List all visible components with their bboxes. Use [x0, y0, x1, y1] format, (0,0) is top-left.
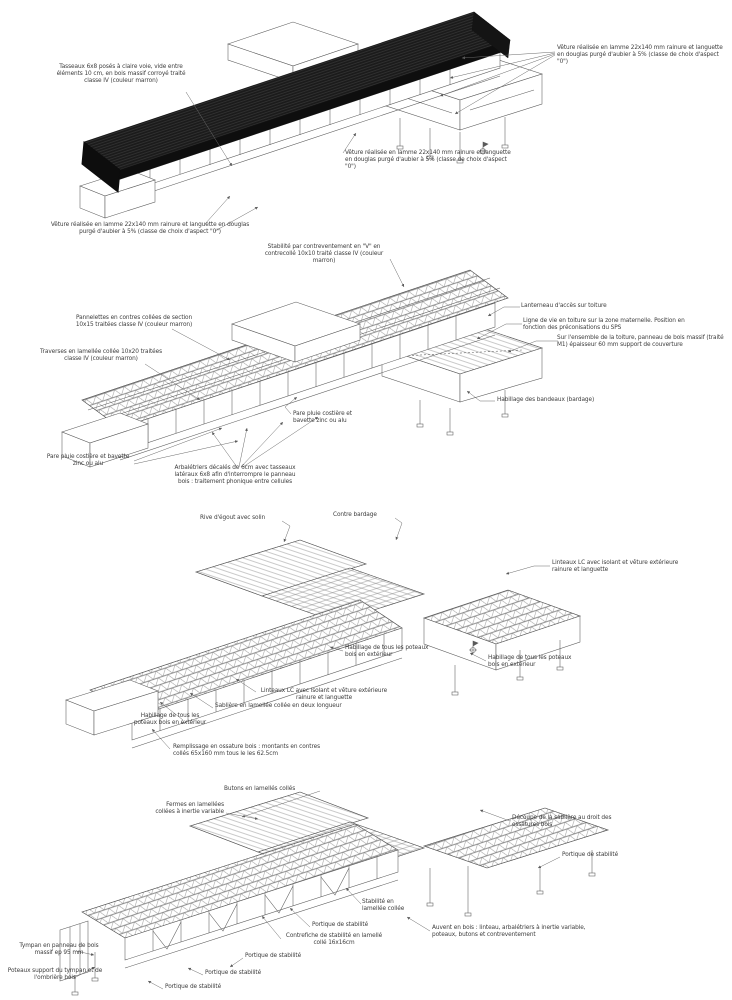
- label-veture-top-right: Vêture réalisée en lamme 22x140 mm rainure et languette en douglas purgé d'aubier à 5% (classe de choix d'aspect "0"): [557, 45, 723, 65]
- label-pare-pluie-middle: Pare pluie costière et bavette zinc ou alu: [293, 411, 352, 424]
- label-portique-3: Portique de stabilité: [245, 953, 302, 959]
- label-butons: Butons en lamellés collés: [224, 786, 296, 792]
- label-portique-5: Portique de stabilité: [165, 984, 222, 990]
- label-arbaletriers: Arbalétriers décalés de 6cm avec tasseaux latéraux 6x8 afin d'interrompre le panneau bois : traitement phonique entre cellules: [174, 465, 296, 485]
- label-portique-4: Portique de stabilité: [205, 970, 262, 976]
- label-contre-bardage: Contre bardage: [333, 512, 377, 518]
- label-habillage-poteaux-center: Habillage de tous les poteaux bois en extérieur: [345, 645, 429, 658]
- view2-building-drawing: [62, 259, 558, 467]
- label-tasseaux: Tasseaux 6x8 posés à claire voie, vide entre éléments 10 cm, en bois massif corroyé traité classe IV (couleur marron): [56, 64, 186, 84]
- view1-building-drawing: [80, 12, 555, 231]
- label-tympan: Tympan en panneau de bois massif ep 95 mm: [19, 943, 99, 956]
- label-lanterneau: Lanterneau d'accès sur toiture: [521, 303, 607, 309]
- label-veture-bottom-left: Vêture réalisée en lamme 22x140 mm rainure et languette en douglas purgé d'aubier à 5% (classe de choix d'aspect "0"): [50, 222, 250, 235]
- label-panneau-toiture: Sur l'ensemble de la toiture, panneau de bois massif (traité M1) épaisseur 60 mm support de couverture: [557, 335, 724, 348]
- label-stabilite-v: Stabilité par contreventement en "V" en contrecollé 10x10 traité classe IV (couleur marron): [264, 244, 384, 264]
- label-rive-egout: Rive d'égout avec solin: [200, 515, 266, 521]
- label-sabliere: Sablière en lamellée collée en deux longueur: [215, 703, 342, 709]
- label-fermes: Fermes en lamellées collées à inertie variable: [155, 802, 224, 815]
- label-auvent: Auvent en bois : linteau, arbalétriers à inertie variable, poteaux, butons et contreventement: [432, 925, 586, 938]
- label-remplissage: Remplissage en ossature bois : montants en contres collés 65x160 mm tous le les 62.5cm: [173, 744, 321, 757]
- label-pare-pluie-left: Pare pluie costière et bavette zinc ou alu: [46, 454, 130, 467]
- label-linteaux-center: Linteaux LC avec isolant et vêture extérieure rainure et languette: [260, 688, 388, 701]
- label-ligne-de-vie: Ligne de vie en toiture sur la zone maternelle. Position en fonction des préconisations du SPS: [523, 318, 685, 331]
- tympan-panel: [60, 921, 98, 995]
- label-portique-right: Portique de stabilité: [562, 852, 619, 858]
- label-portique-2: Portique de stabilité: [312, 922, 369, 928]
- label-decoupe-sabliere: Découpe de la sablière au droit des ossatures bois: [512, 815, 612, 828]
- label-habillage-poteaux-left: Habillage de tous les poteaux bois en extérieur: [133, 713, 207, 726]
- label-pannelettes: Pannelettes en contres collées de section 10x15 traitées classe IV (couleur marron): [75, 315, 193, 328]
- label-traverses: Traverses en lamellée collée 10x20 traitées classe IV (couleur marron): [40, 349, 163, 362]
- label-habillage-poteaux-right: Habillage de tous les poteaux bois en extérieur: [488, 655, 572, 668]
- label-linteaux-right: Linteaux LC avec isolant et vêture extérieure rainure et languette: [552, 560, 679, 573]
- label-stabilite-lc: Stabilité en lamellée collée: [362, 899, 405, 912]
- label-poteaux-support: Poteaux support du tympan et de l'ombrière bois: [7, 968, 103, 981]
- label-veture-middle: Vêture réalisée en lamme 22x140 mm rainure et languette en douglas purgé d'aubier à 5% (classe de choix d'aspect "0"): [345, 150, 511, 170]
- label-habillage-bandeaux: Habillage des bandeaux (bardage): [497, 397, 595, 403]
- label-contrefiche: Contrefiche de stabilité en lamellé collé 16x16cm: [285, 933, 383, 946]
